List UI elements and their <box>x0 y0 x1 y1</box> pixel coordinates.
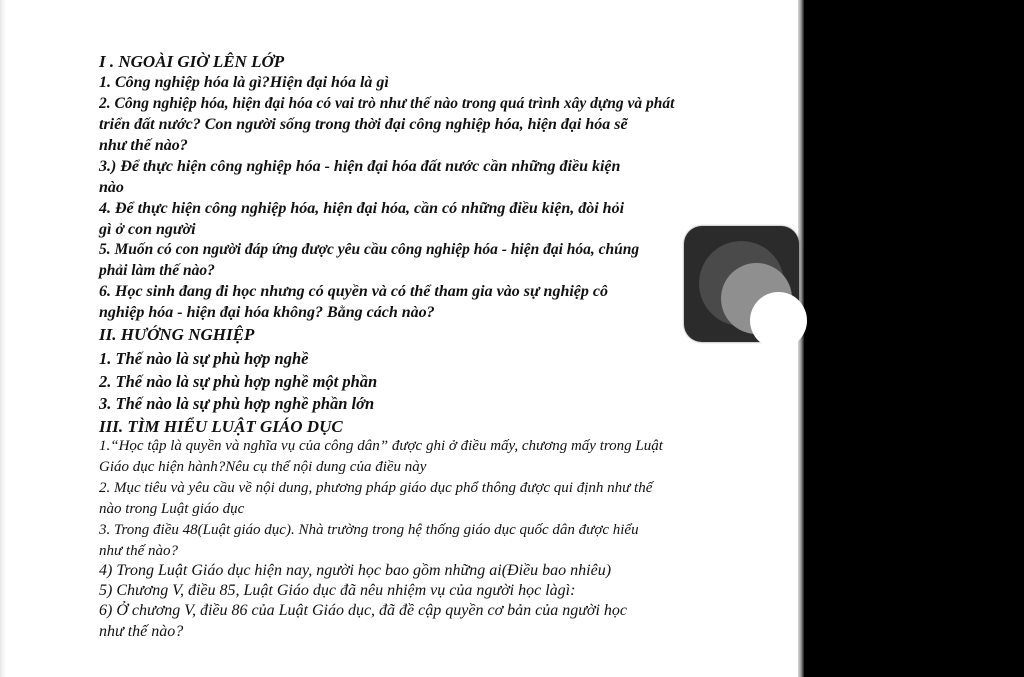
assistive-touch-icon <box>699 241 784 326</box>
text-line: 1. Công nghiệp hóa là gì?Hiện đại hóa là gì <box>99 74 389 91</box>
text-line: II. HƯỚNG NGHIỆP <box>99 325 255 344</box>
text-line: như thế nào? <box>99 623 184 640</box>
text-line: 4) Trong Luật Giáo dục hiện nay, người học bao gồm những ai(Điều bao nhiêu) <box>99 562 612 579</box>
text-line: phải làm thế nào? <box>99 262 215 279</box>
text-line: gì ở con người <box>99 221 196 238</box>
text-line: 2. Mục tiêu và yêu cầu về nội dung, phương pháp giáo dục phổ thông được qui định như thế <box>99 480 653 496</box>
text-line: 5. Muốn có con người đáp ứng được yêu cầu công nghiệp hóa - hiện đại hóa, chúng <box>99 241 640 258</box>
text-line: 2. Thế nào là sự phù hợp nghề một phần <box>99 372 378 391</box>
text-line: 1. Thế nào là sự phù hợp nghề <box>99 349 309 368</box>
text-line: nghiệp hóa - hiện đại hóa không? Bằng cách nào? <box>99 304 435 321</box>
text-line: nào trong Luật giáo dục <box>99 501 245 517</box>
text-line: 3. Thế nào là sự phù hợp nghề phần lớn <box>99 394 375 413</box>
text-line: 2. Công nghiệp hóa, hiện đại hóa có vai trò như thế nào trong quá trình xây dựng và phát <box>99 95 675 112</box>
text-line: 3.) Để thực hiện công nghiệp hóa - hiện đại hóa đất nước cần những điều kiện <box>99 158 621 175</box>
assistive-touch-ring <box>721 263 792 334</box>
text-line: như thế nào? <box>99 543 179 559</box>
assistive-touch-button[interactable] <box>684 226 799 342</box>
text-line: nào <box>99 179 124 196</box>
assistive-touch-center <box>750 292 807 349</box>
text-line: Giáo dục hiện hành?Nêu cụ thể nội dung của điều này <box>99 459 427 475</box>
text-line: 6) Ở chương V, điều 86 của Luật Giáo dục, đã đề cập quyền cơ bản của người học <box>99 602 628 619</box>
text-line: 4. Để thực hiện công nghiệp hóa, hiện đại hóa, cần có những điều kiện, đòi hỏi <box>99 200 625 217</box>
text-line: III. TÌM HIỂU LUẬT GIÁO DỤC <box>99 417 343 436</box>
text-line: triển đất nước? Con người sống trong thời đại công nghiệp hóa, hiện đại hóa sẽ <box>99 116 628 133</box>
text-line: 1.“Học tập là quyền và nghĩa vụ của công dân” được ghi ở điều mấy, chương mấy trong Luật <box>99 438 663 454</box>
text-line: 6. Học sinh đang đi học nhưng có quyền và có thể tham gia vào sự nghiệp cô <box>99 283 608 300</box>
text-line: 5) Chương V, điều 85, Luật Giáo dục đã nêu nhiệm vụ của người học làgì: <box>99 582 576 599</box>
text-line: I . NGOÀI GIỜ LÊN LỚP <box>99 52 285 71</box>
text-line: như thế nào? <box>99 137 188 154</box>
text-line: 3. Trong điều 48(Luật giáo dục). Nhà trường trong hệ thống giáo dục quốc dân được hiểu <box>99 522 639 538</box>
